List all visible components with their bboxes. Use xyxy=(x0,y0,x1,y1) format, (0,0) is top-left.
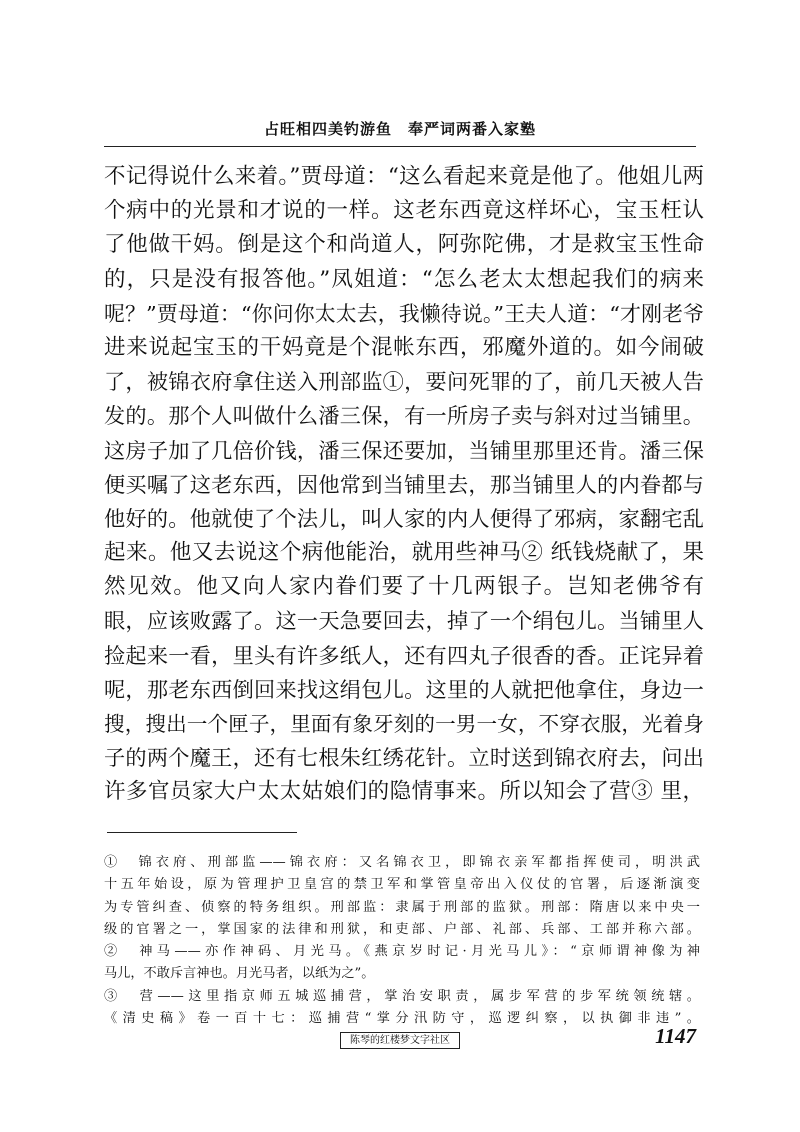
body-line: 便买嘱了这老东西，因他常到当铺里去，那当铺里人的内眷都与 xyxy=(104,471,704,497)
body-line: 许多官员家大户太太姑娘们的隐情事来。所以知会了营③ 里， xyxy=(104,779,704,805)
footnote-line: 《清史稿》卷一百十七：巡捕营“掌分汛防守，巡逻纠察，以执御非违”。 xyxy=(104,1011,700,1027)
source-stamp: 陈琴的红楼梦文字社区 xyxy=(340,1032,460,1049)
body-line: 搜，搜出一个匣子，里面有象牙刻的一男一女，不穿衣服，光着身 xyxy=(104,712,704,736)
footnote-line: ② 神马——亦作神码、月光马。《燕京岁时记·月光马儿》：“京师谓神像为神 xyxy=(104,944,700,960)
body-line: 他好的。他就使了个法儿，叫人家的内人便得了邪病，家翻宅乱 xyxy=(104,505,704,531)
body-line: 起来。他又去说这个病他能治，就用些神马② 纸钱烧献了，果 xyxy=(104,540,704,566)
body-line: 子的两个魔王，还有七根朱红绣花针。立时送到锦衣府去，问出 xyxy=(104,745,704,771)
footnotes xyxy=(104,852,700,1030)
body-line: 呢？”贾母道：“你问你太太去，我懒待说。”王夫人道：“才刚老爷 xyxy=(104,301,704,326)
body-line: 发的。那个人叫做什么潘三保，有一所房子卖与斜对过当铺里。 xyxy=(104,403,704,429)
footnote-line: 级的官署之一，掌国家的法律和刑狱，和吏部、户部、礼部、兵部、工部并称六部。 xyxy=(104,921,700,937)
header-rule xyxy=(104,146,696,147)
body-line: 不记得说什么来着。”贾母道：“这么看起来竟是他了。他姐儿两 xyxy=(104,164,704,189)
body-line: 这房子加了几倍价钱，潘三保还要加，当铺里那里还肯。潘三保 xyxy=(104,437,704,463)
body-line: 进来说起宝玉的干妈竟是个混帐东西，邪魔外道的。如今闹破 xyxy=(104,334,704,360)
body-line: 个病中的光景和才说的一样。这老东西竟这样坏心，宝玉枉认 xyxy=(104,198,704,224)
body-line: 了，被锦衣府拿住送入刑部监①，要问死罪的了，前几天被人告 xyxy=(104,369,704,395)
body-line: 然见效。他又向人家内眷们要了十几两银子。岂知老佛爷有 xyxy=(104,574,704,600)
body-text xyxy=(104,160,704,810)
footnote-line: 十五年始设，原为管理护卫皇宫的禁卫军和掌管皇帝出入仪仗的官署，后逐渐演变 xyxy=(104,877,700,893)
body-line: 眼，应该败露了。这一天急要回去，掉了一个绢包儿。当铺里人 xyxy=(104,608,704,634)
running-head: 占旺相四美钓游鱼 奉严词两番入家塾 xyxy=(263,120,536,138)
body-line: 捡起来一看，里头有许多纸人，还有四丸子很香的香。正诧异着 xyxy=(104,642,704,668)
footnote-line: 马儿，不敢斥言神也。月光马者，以纸为之”。 xyxy=(104,966,375,982)
body-line: 了他做干妈。倒是这个和尚道人，阿弥陀佛，才是救宝玉性命 xyxy=(104,232,704,258)
footnote-line: ③ 营——这里指京师五城巡捕营，掌治安职责，属步军营的步军统领统辖。 xyxy=(104,988,700,1004)
footnote-line: 为专管纠查、侦察的特务组织。刑部监：隶属于刑部的监狱。刑部：隋唐以来中央一 xyxy=(104,899,700,915)
footnote-line: ① 锦衣府、刑部监——锦衣府：又名锦衣卫，即锦衣亲军都指挥使司，明洪武 xyxy=(104,855,700,870)
body-line: 的，只是没有报答他。”凤姐道：“怎么老太太想起我们的病来 xyxy=(104,266,704,292)
page-number: 1147 xyxy=(655,1024,696,1048)
footnote-rule xyxy=(107,832,297,833)
body-line: 呢，那老东西倒回来找这绢包儿。这里的人就把他拿住，身边一 xyxy=(104,676,704,702)
